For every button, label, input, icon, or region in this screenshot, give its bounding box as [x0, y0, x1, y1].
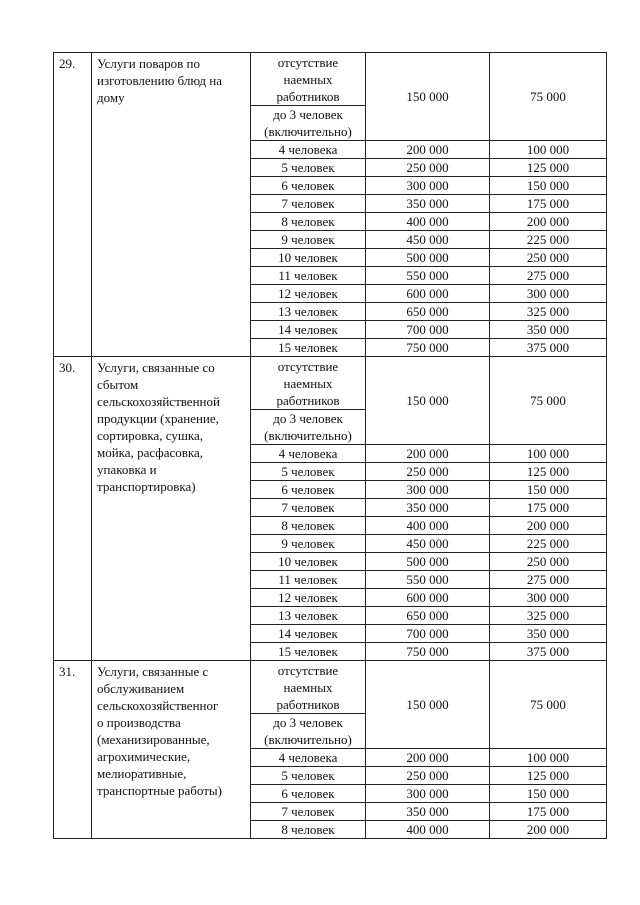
tariff-table — [53, 52, 607, 839]
tax-value: 300 000 — [490, 589, 607, 607]
tax-value: 250 000 — [490, 249, 607, 267]
employee-count: 15 человек — [251, 643, 366, 661]
condition-up-to-3: до 3 человек (включительно) — [251, 409, 365, 444]
income-value: 250 000 — [366, 767, 490, 785]
condition-up-to-3: до 3 человек (включительно) — [251, 713, 365, 748]
tax-value: 375 000 — [490, 643, 607, 661]
income-value: 750 000 — [366, 643, 490, 661]
employee-count: 8 человек — [251, 213, 366, 231]
income-value: 700 000 — [366, 625, 490, 643]
employee-count: 10 человек — [251, 249, 366, 267]
employee-count: 12 человек — [251, 285, 366, 303]
employee-count: 4 человека — [251, 141, 366, 159]
tax-value: 300 000 — [490, 285, 607, 303]
income-value: 600 000 — [366, 285, 490, 303]
row-number: 30. — [54, 357, 92, 661]
income-value: 400 000 — [366, 517, 490, 535]
tax-value: 75 000 — [490, 53, 607, 141]
income-value: 250 000 — [366, 463, 490, 481]
condition-no-employees: отсутствие наемных работников — [276, 55, 340, 104]
tax-value: 175 000 — [490, 803, 607, 821]
tax-value: 150 000 — [490, 785, 607, 803]
employee-count: 6 человек — [251, 481, 366, 499]
employee-count: 9 человек — [251, 231, 366, 249]
service-name — [92, 357, 251, 661]
table-row — [54, 661, 607, 749]
tax-value: 125 000 — [490, 159, 607, 177]
income-value: 200 000 — [366, 141, 490, 159]
employee-count: 5 человек — [251, 463, 366, 481]
income-value: 650 000 — [366, 303, 490, 321]
income-value: 150 000 — [366, 357, 490, 445]
employee-count: 6 человек — [251, 177, 366, 195]
employee-count: 14 человек — [251, 321, 366, 339]
income-value: 300 000 — [366, 177, 490, 195]
tax-value: 75 000 — [490, 357, 607, 445]
tax-value: 175 000 — [490, 499, 607, 517]
tax-value: 200 000 — [490, 821, 607, 839]
table-row — [54, 357, 607, 445]
tax-value: 200 000 — [490, 213, 607, 231]
income-value: 450 000 — [366, 231, 490, 249]
tax-value: 100 000 — [490, 749, 607, 767]
service-name — [92, 661, 251, 839]
employee-condition — [251, 357, 366, 445]
table-row — [54, 53, 607, 141]
service-name-text: Услуги, связанные с обслуживанием сельскохозяйственног о производства (механизированные, агрохимические, мелиоративные, транспортные работы) — [97, 664, 222, 798]
income-value: 300 000 — [366, 481, 490, 499]
income-value: 250 000 — [366, 159, 490, 177]
employee-count: 8 человек — [251, 517, 366, 535]
employee-condition — [251, 661, 366, 749]
service-name-text: Услуги, связанные со сбытом сельскохозяйственной продукции (хранение, сортировка, сушка, мойка, расфасовка, упаковка и транспортировка) — [97, 360, 220, 494]
income-value: 750 000 — [366, 339, 490, 357]
tax-value: 175 000 — [490, 195, 607, 213]
tax-value: 125 000 — [490, 767, 607, 785]
tax-value: 375 000 — [490, 339, 607, 357]
tax-value: 275 000 — [490, 267, 607, 285]
income-value: 300 000 — [366, 785, 490, 803]
tax-value: 75 000 — [490, 661, 607, 749]
employee-count: 11 человек — [251, 267, 366, 285]
income-value: 550 000 — [366, 267, 490, 285]
employee-count: 13 человек — [251, 303, 366, 321]
income-value: 150 000 — [366, 661, 490, 749]
employee-count: 5 человек — [251, 159, 366, 177]
employee-count: 4 человека — [251, 749, 366, 767]
tax-value: 125 000 — [490, 463, 607, 481]
tax-value: 225 000 — [490, 231, 607, 249]
income-value: 150 000 — [366, 53, 490, 141]
income-value: 450 000 — [366, 535, 490, 553]
employee-count: 7 человек — [251, 499, 366, 517]
employee-count: 12 человек — [251, 589, 366, 607]
employee-count: 10 человек — [251, 553, 366, 571]
income-value: 200 000 — [366, 445, 490, 463]
employee-count: 14 человек — [251, 625, 366, 643]
income-value: 600 000 — [366, 589, 490, 607]
tax-value: 325 000 — [490, 303, 607, 321]
employee-count: 13 человек — [251, 607, 366, 625]
income-value: 350 000 — [366, 195, 490, 213]
tax-value: 100 000 — [490, 445, 607, 463]
employee-count: 11 человек — [251, 571, 366, 589]
employee-count: 5 человек — [251, 767, 366, 785]
tax-value: 250 000 — [490, 553, 607, 571]
income-value: 500 000 — [366, 553, 490, 571]
tax-value: 150 000 — [490, 177, 607, 195]
tax-value: 150 000 — [490, 481, 607, 499]
employee-condition — [251, 53, 366, 141]
condition-no-employees: отсутствие наемных работников — [276, 359, 340, 408]
employee-count: 6 человек — [251, 785, 366, 803]
condition-no-employees: отсутствие наемных работников — [276, 663, 340, 712]
service-name-text: Услуги поваров по изготовлению блюд на дому — [97, 56, 222, 105]
service-name — [92, 53, 251, 357]
income-value: 700 000 — [366, 321, 490, 339]
employee-count: 7 человек — [251, 195, 366, 213]
tax-value: 200 000 — [490, 517, 607, 535]
employee-count: 7 человек — [251, 803, 366, 821]
tax-value: 100 000 — [490, 141, 607, 159]
condition-up-to-3: до 3 человек (включительно) — [251, 105, 365, 140]
employee-count: 9 человек — [251, 535, 366, 553]
tax-value: 225 000 — [490, 535, 607, 553]
income-value: 350 000 — [366, 499, 490, 517]
employee-count: 4 человека — [251, 445, 366, 463]
income-value: 400 000 — [366, 213, 490, 231]
employee-count: 15 человек — [251, 339, 366, 357]
row-number: 31. — [54, 661, 92, 839]
income-value: 400 000 — [366, 821, 490, 839]
row-number: 29. — [54, 53, 92, 357]
income-value: 500 000 — [366, 249, 490, 267]
tax-value: 350 000 — [490, 321, 607, 339]
income-value: 650 000 — [366, 607, 490, 625]
tax-value: 350 000 — [490, 625, 607, 643]
tax-value: 325 000 — [490, 607, 607, 625]
income-value: 350 000 — [366, 803, 490, 821]
employee-count: 8 человек — [251, 821, 366, 839]
income-value: 200 000 — [366, 749, 490, 767]
tax-value: 275 000 — [490, 571, 607, 589]
income-value: 550 000 — [366, 571, 490, 589]
